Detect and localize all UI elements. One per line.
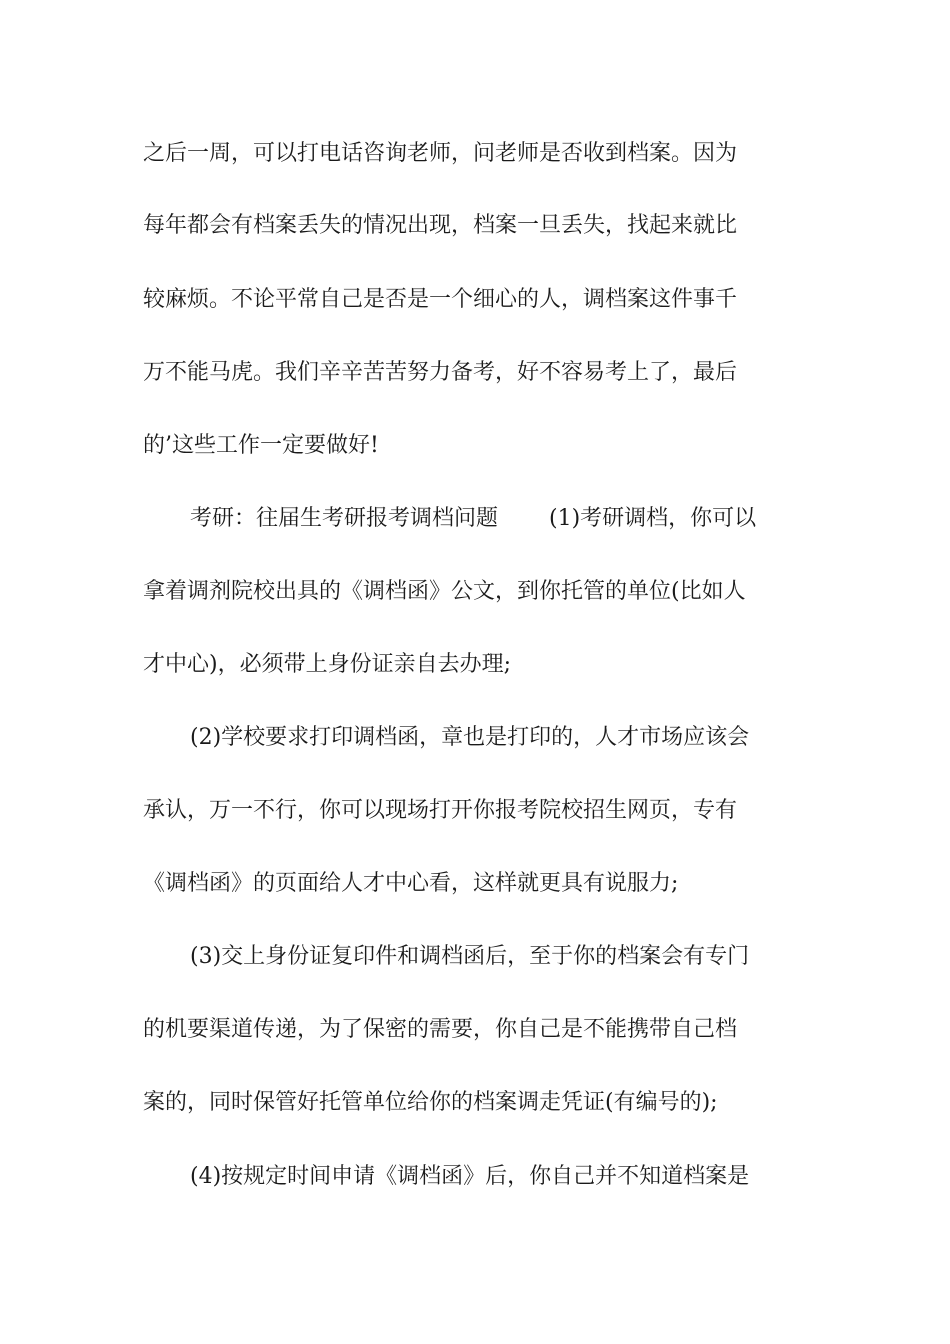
text-line: 之后一周，可以打电话咨询老师，问老师是否收到档案。因为 — [143, 141, 738, 166]
paragraph-start-line: (3)交上身份证复印件和调档函后，至于你的档案会有专门 — [190, 944, 750, 969]
text-line: 《调档函》的页面给人才中心看，这样就更具有说服力; — [143, 871, 679, 896]
text-line: 的’这些工作一定要做好! — [143, 433, 379, 458]
text-line: 拿着调剂院校出具的《调档函》公文，到你托管的单位(比如人 — [143, 579, 746, 604]
text-line: 承认，万一不行，你可以现场打开你报考院校招生网页，专有 — [143, 798, 738, 823]
paragraph-start-line: (4)按规定时间申请《调档函》后，你自己并不知道档案是 — [190, 1164, 750, 1189]
paragraph-start-line: 考研：往届生考研报考调档问题 (1)考研调档，你可以 — [190, 506, 757, 531]
text-line: 万不能马虎。我们辛辛苦苦努力备考，好不容易考上了，最后 — [143, 360, 738, 385]
text-line: 才中心)，必须带上身份证亲自去办理; — [143, 652, 511, 677]
text-line: 的机要渠道传递，为了保密的需要，你自己是不能携带自己档 — [143, 1017, 738, 1042]
text-line: 较麻烦。不论平常自己是否是一个细心的人，调档案这件事千 — [143, 287, 738, 312]
paragraph-start-line: (2)学校要求打印调档函，章也是打印的，人才市场应该会 — [190, 725, 750, 750]
text-line: 每年都会有档案丢失的情况出现，档案一旦丢失，找起来就比 — [143, 213, 738, 238]
text-line: 案的，同时保管好托管单位给你的档案调走凭证(有编号的); — [143, 1090, 718, 1115]
